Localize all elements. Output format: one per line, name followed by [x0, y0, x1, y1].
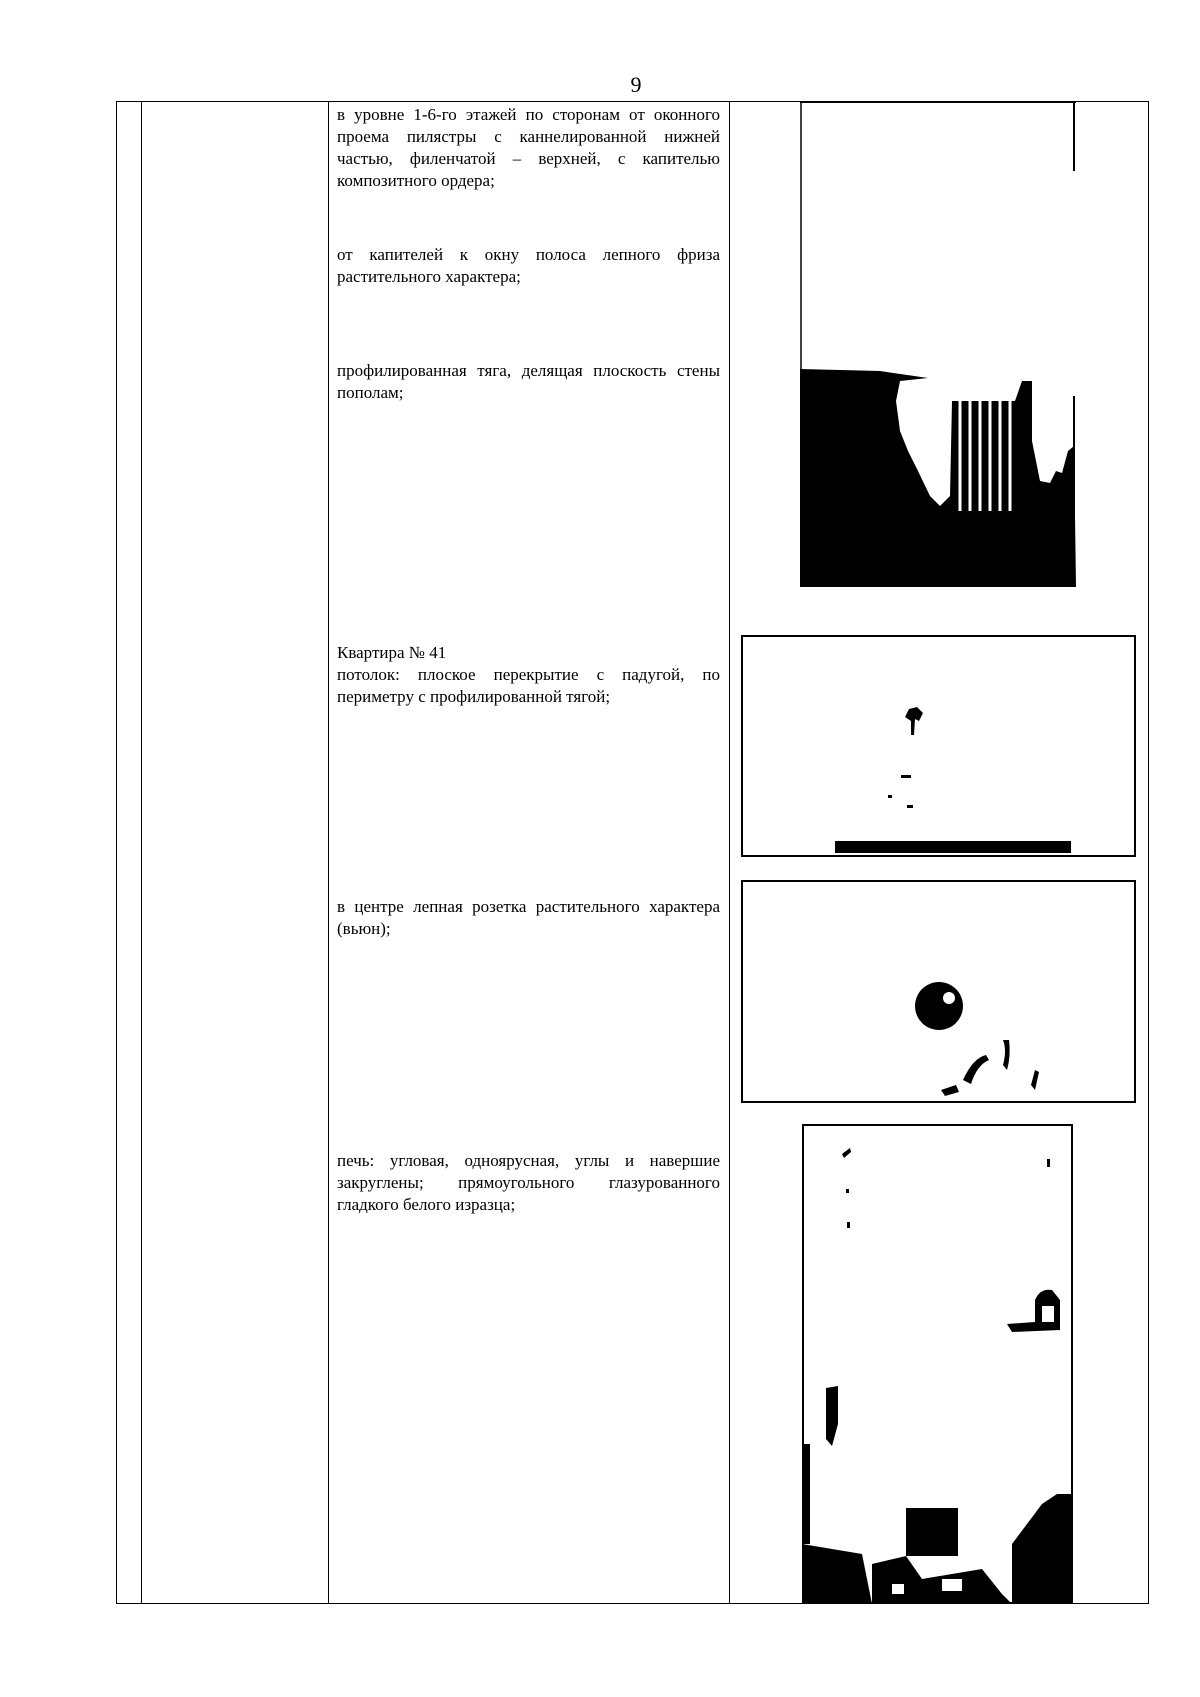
description-stove: [337, 1150, 720, 1216]
column-divider-2: [328, 102, 329, 1603]
description-text: от капителей к окну полоса лепного фриза растительного характера;: [337, 245, 720, 286]
column-divider-1: [141, 102, 142, 1603]
description-text: профилированная тяга, делящая плоскость стены пополам;: [337, 361, 720, 402]
description-cornice: [337, 360, 720, 404]
description-facade-pilasters: [337, 104, 720, 192]
page-number: 9: [630, 72, 642, 97]
description-apartment-41-ceiling: [337, 642, 720, 708]
description-text: в уровне 1-6-го этажей по сторонам от оконного проема пилястры с каннелированной нижней частью, филенчатой – верхней, с капителью композитного ордера;: [337, 105, 720, 190]
description-text: в центре лепная розетка растительного характера (вьюн);: [337, 897, 720, 938]
stove-photo: [802, 1124, 1075, 1604]
description-text: печь: угловая, одноярусная, углы и навершие закруглены; прямоугольного глазурованного гладкого белого изразца;: [337, 1151, 720, 1214]
description-text: потолок: плоское перекрытие с падугой, по периметру с профилированной тягой;: [337, 665, 720, 706]
ceiling-photo: [741, 635, 1136, 857]
rosette-photo: [741, 880, 1136, 1103]
column-divider-3: [729, 102, 730, 1603]
apartment-heading: Квартира № 41: [337, 643, 447, 662]
pilaster-photo: [800, 101, 1076, 587]
description-rosette: [337, 896, 720, 940]
description-frieze: [337, 244, 720, 288]
